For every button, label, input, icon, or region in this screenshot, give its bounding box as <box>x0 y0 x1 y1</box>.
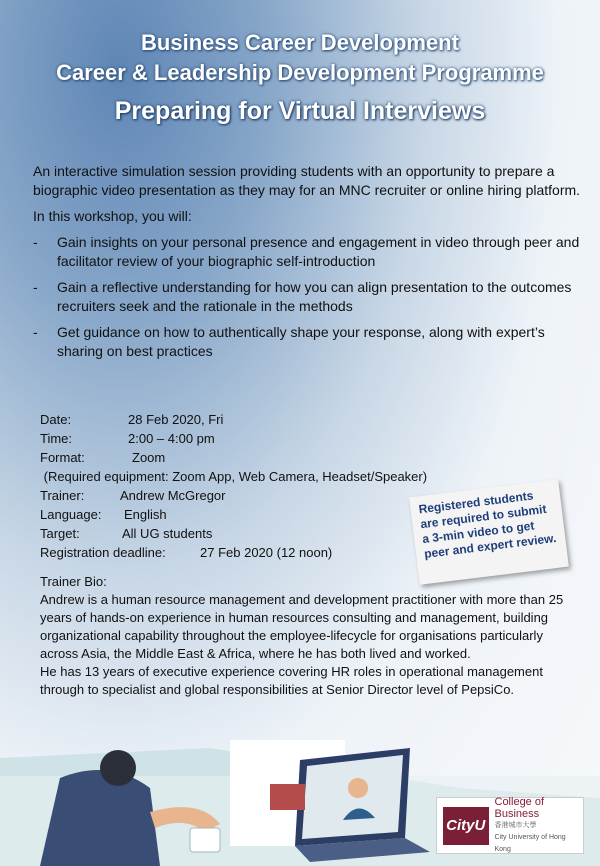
workshop-lead: In this workshop, you will: <box>33 208 192 224</box>
remote-person-head <box>348 778 368 798</box>
logo-university: City University of Hong Kong <box>494 833 566 853</box>
detail-target: Target: All UG students <box>40 526 213 541</box>
detail-date: Date: 28 Feb 2020, Fri <box>40 412 224 427</box>
detail-equipment: (Required equipment: Zoom App, Web Camera, Headset/Speaker) <box>40 469 428 484</box>
coffee-mug <box>190 828 220 852</box>
detail-language: Language: English <box>40 507 167 522</box>
sticky-note: Registered students are required to submit a 3-min video to get peer and expert review. <box>409 479 569 585</box>
page-title: Preparing for Virtual Interviews <box>114 97 486 125</box>
screen-window <box>270 784 305 810</box>
cityu-logo <box>436 797 584 854</box>
detail-deadline: Registration deadline: 27 Feb 2020 (12 noon) <box>40 545 333 560</box>
event-details <box>40 410 428 562</box>
laptop-screen <box>302 755 403 839</box>
person-head <box>100 750 136 786</box>
logo-text <box>495 796 584 856</box>
logo-college: College of Business <box>494 795 545 820</box>
bullet-item: - Gain a reflective understanding for how you can align presentation to the outcomes recruiters seek and the rationale in the methods <box>33 279 572 314</box>
detail-trainer: Trainer: Andrew McGregor <box>40 488 226 503</box>
detail-time: Time: 2:00 – 4:00 pm <box>40 431 215 446</box>
bio-heading: Trainer Bio: <box>40 574 107 589</box>
trainer-bio <box>40 573 565 699</box>
bullet-item: - Gain insights on your personal presence and engagement in video through peer and facilitator review of your biographic self-introduction <box>33 234 580 269</box>
intro-text: An interactive simulation session providing students with an opportunity to prepare a biographic video presentation as they may for an MNC recruiter or online hiring platform. <box>33 163 581 198</box>
bio-paragraph-1: Andrew is a human resource management and development practitioner with more than 25 years of hands-on experience in human resources consulting and management, building organizational capability throughout the employee-lifecycle for organisations particularly across Asia, the Middle East & Africa, where he has both lived and worked. <box>40 592 564 661</box>
header-line-1: Business Career Development <box>141 30 459 55</box>
header <box>0 28 600 128</box>
workshop-bullets <box>33 233 583 361</box>
header-line-2: Career & Leadership Development Programme <box>56 60 544 85</box>
logo-chinese: 香港城市大學 <box>494 821 537 829</box>
bullet-item: - Get guidance on how to authentically shape your response, along with expert’s sharing on best practices <box>33 324 545 359</box>
bio-paragraph-2: He has 13 years of executive experience covering HR roles in operational management through to specialist and global responsibilities at Senior Director level of PepsiCo. <box>40 664 543 697</box>
logo-mark: CityU <box>443 807 489 845</box>
detail-format: Format: Zoom <box>40 450 166 465</box>
main-content <box>33 162 583 368</box>
